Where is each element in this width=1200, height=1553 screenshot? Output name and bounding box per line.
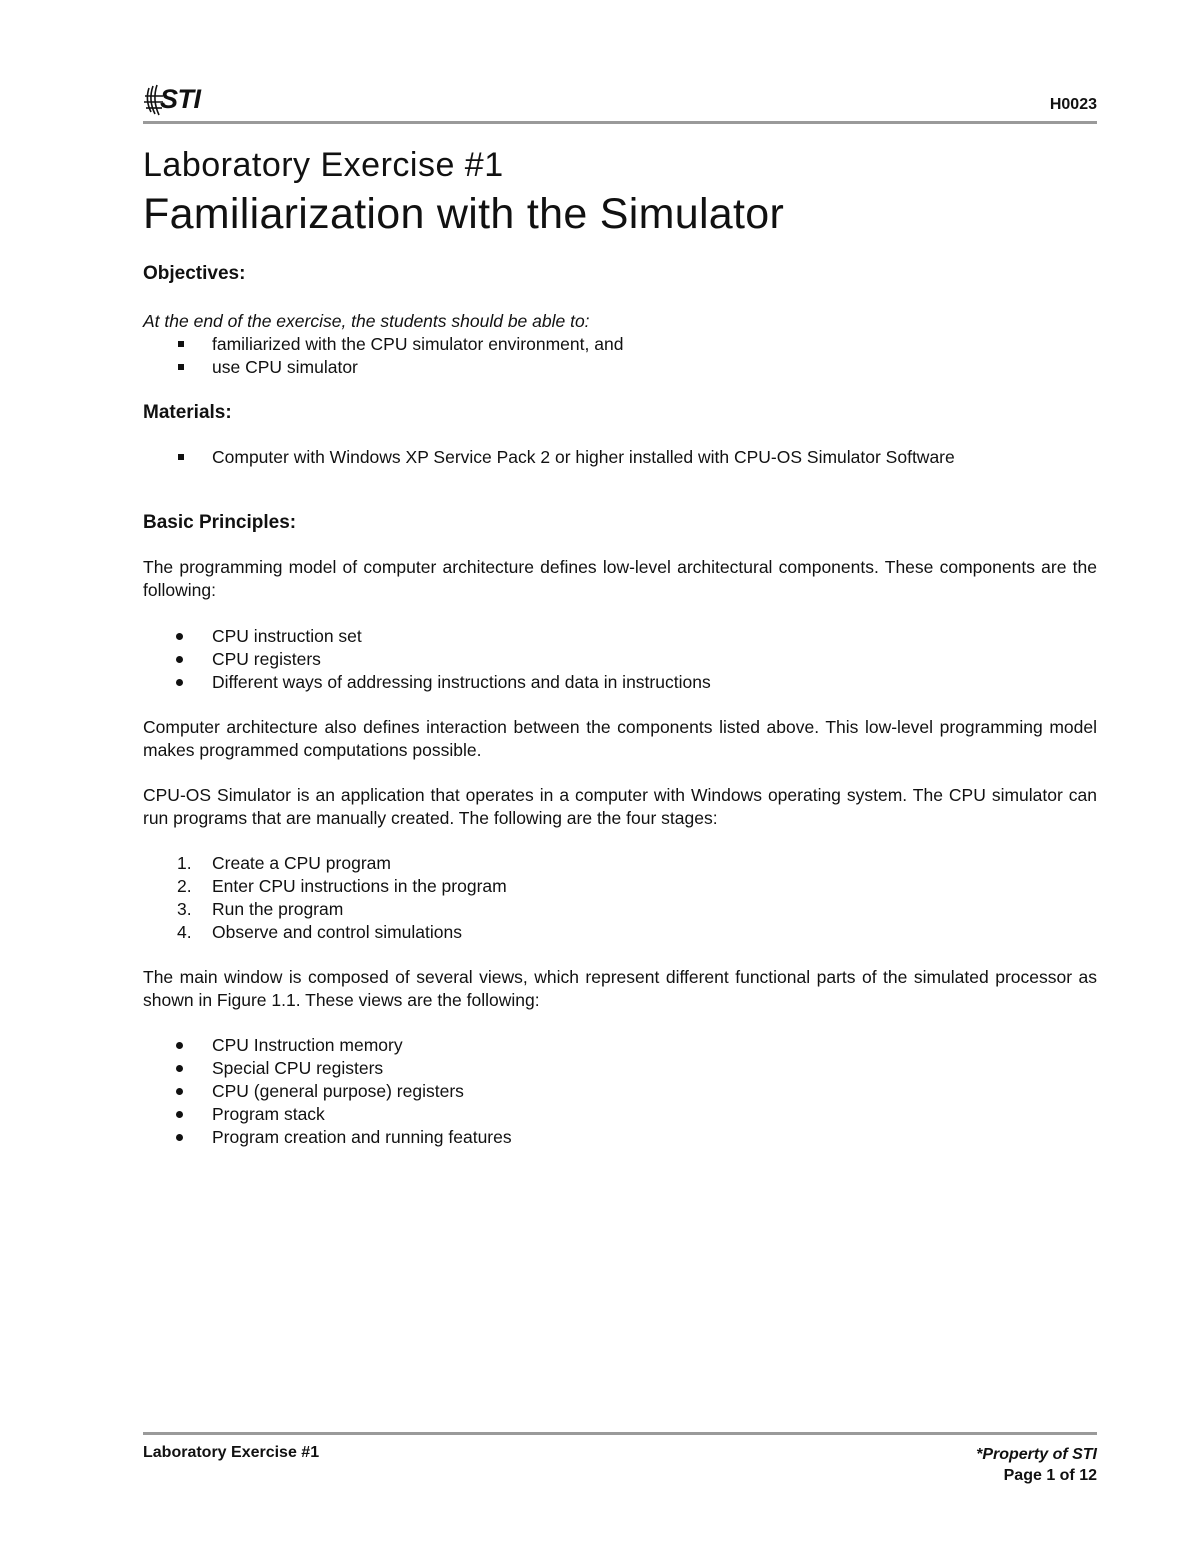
list-item: Computer with Windows XP Service Pack 2 or higher installed with CPU-OS Simulator Software — [143, 446, 1097, 469]
list-item: CPU registers — [143, 648, 1097, 671]
footer-title: Laboratory Exercise #1 — [143, 1444, 320, 1461]
list-item: 3. Run the program — [177, 899, 344, 919]
materials-heading: Materials: — [143, 402, 232, 423]
document-body — [143, 262, 1097, 1149]
objectives-heading: Objectives: — [143, 263, 246, 284]
components-list — [143, 625, 1097, 694]
property-notice: *Property of STI — [976, 1446, 1097, 1463]
lab-title: Laboratory Exercise #1 — [143, 146, 504, 184]
principles-paragraph-3: CPU-OS Simulator is an application that operates in a computer with Windows operating system. The CPU simulator can run programs that are manually created. The following are the four stages: — [143, 785, 1097, 828]
list-item: CPU instruction set — [143, 625, 1097, 648]
list-item: CPU Instruction memory — [143, 1034, 1097, 1057]
list-item: use CPU simulator — [143, 356, 1097, 379]
list-item: Program creation and running features — [143, 1126, 1097, 1149]
page-title: Familiarization with the Simulator — [143, 190, 785, 238]
list-item: 4. Observe and control simulations — [177, 922, 462, 942]
list-item: CPU (general purpose) registers — [143, 1080, 1097, 1103]
header-divider — [143, 121, 1097, 124]
principles-paragraph-2: Computer architecture also defines interaction between the components listed above. This low-level programming model makes programmed computations possible. — [143, 717, 1097, 760]
footer-info — [976, 1444, 1097, 1486]
objectives-intro: At the end of the exercise, the students should be able to: — [143, 311, 590, 331]
list-item: familiarized with the CPU simulator environment, and — [143, 333, 1097, 356]
principles-paragraph-1: The programming model of computer architecture defines low-level architectural components. These components are the following: — [143, 557, 1097, 600]
list-item: Program stack — [143, 1103, 1097, 1126]
list-item: 2. Enter CPU instructions in the program — [177, 876, 507, 896]
document-code: H0023 — [1049, 96, 1097, 113]
page-number: Page 1 of 12 — [1003, 1467, 1097, 1484]
logo-text: STI — [160, 84, 201, 114]
materials-list — [143, 446, 1097, 469]
list-item: 1. Create a CPU program — [177, 853, 391, 873]
list-item: Different ways of addressing instructions and data in instructions — [143, 671, 1097, 694]
objectives-list — [143, 333, 1097, 379]
principles-heading: Basic Principles: — [143, 512, 297, 533]
footer-divider — [143, 1432, 1097, 1435]
stages-list — [143, 852, 1097, 944]
views-list — [143, 1034, 1097, 1149]
principles-paragraph-4: The main window is composed of several views, which represent different functional parts of the simulated processor as shown in Figure 1.1. These views are the following: — [143, 967, 1097, 1010]
list-item: Special CPU registers — [143, 1057, 1097, 1080]
